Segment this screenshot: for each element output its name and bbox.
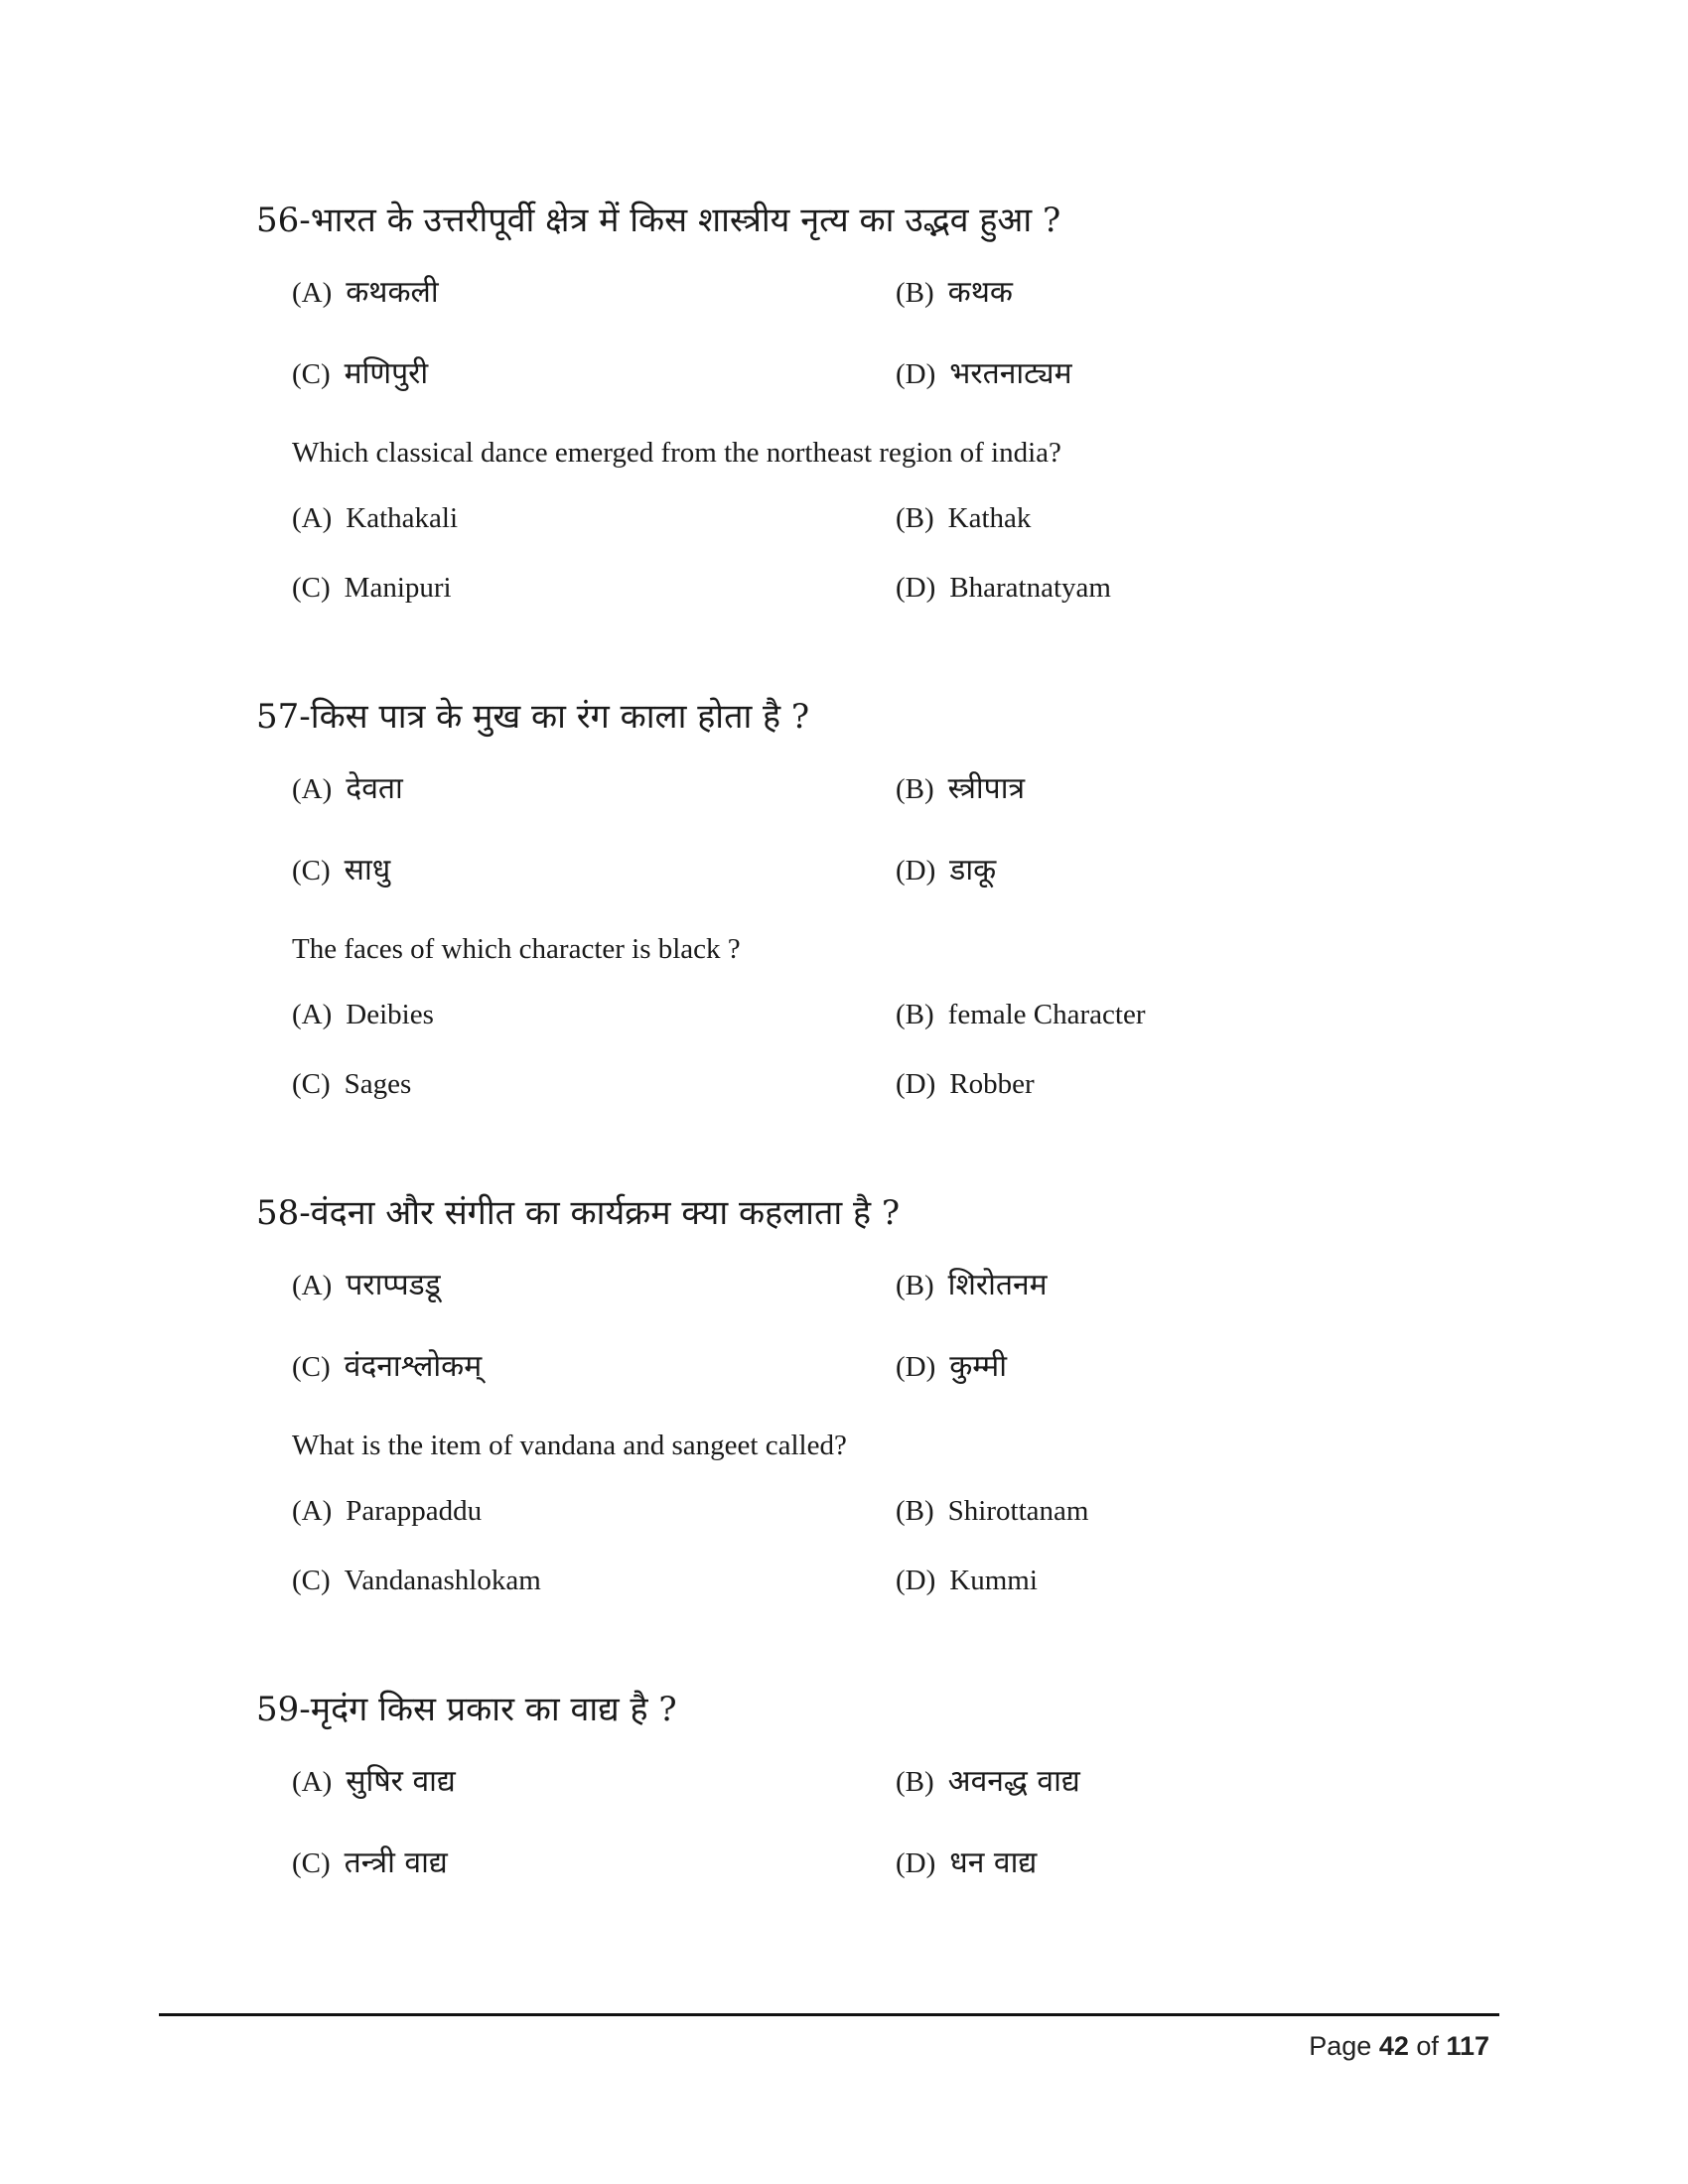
question-text-english: Which classical dance emerged from the northeast region of india?: [292, 437, 1061, 469]
option-row: [256, 270, 1497, 351]
option-row: [256, 351, 1497, 433]
question-number: 57-: [256, 697, 311, 737]
option-c: (C) वंदनाश्लोकम्: [292, 1349, 483, 1384]
option-row: [256, 1263, 1497, 1344]
option-d: (D) भरतनाट्यम: [896, 356, 1072, 391]
option-a: (A) पराप्पडडू: [292, 1268, 441, 1302]
option-c: (C) मणिपुरी: [292, 356, 429, 391]
option-a: (A) Deibies: [292, 999, 434, 1030]
option-c: (C) Vandanashlokam: [292, 1565, 541, 1596]
question-heading: [256, 197, 1497, 244]
option-b: (B) female Character: [896, 999, 1146, 1030]
option-row: [256, 502, 1497, 572]
option-a: (A) सुषिर वाद्य: [292, 1764, 456, 1799]
question-59: [256, 1686, 1497, 1922]
option-row: [256, 1344, 1497, 1426]
question-56: [256, 197, 1497, 641]
question-57: [256, 693, 1497, 1138]
page-number: Page 42 of 117: [1309, 2031, 1489, 2061]
option-row: [256, 572, 1497, 641]
option-b: (B) Kathak: [896, 502, 1032, 534]
option-d: (D) Kummi: [896, 1565, 1038, 1596]
option-a: (A) देवता: [292, 771, 403, 806]
option-c: (C) Sages: [292, 1068, 412, 1100]
option-row: [256, 766, 1497, 848]
option-a: (A) Parappaddu: [292, 1495, 483, 1527]
option-c: (C) साधु: [292, 853, 391, 887]
question-text-english: What is the item of vandana and sangeet called?: [292, 1430, 847, 1461]
option-row: [256, 999, 1497, 1068]
question-number: 56-: [256, 201, 311, 240]
option-c: (C) Manipuri: [292, 572, 452, 604]
question-text-hindi: भारत के उत्तरीपूर्वी क्षेत्र में किस शास्त्रीय नृत्य का उद्भव हुआ ?: [310, 201, 1061, 240]
option-b: (B) स्त्रीपात्र: [896, 771, 1026, 806]
option-c: (C) तन्त्री वाद्य: [292, 1845, 448, 1880]
option-a: (A) Kathakali: [292, 502, 458, 534]
question-58: [256, 1189, 1497, 1634]
question-number: 58-: [256, 1193, 311, 1233]
option-row: [256, 1068, 1497, 1138]
option-row: [256, 1495, 1497, 1565]
question-text-hindi: किस पात्र के मुख का रंग काला होता है ?: [310, 697, 810, 737]
option-d: (D) Bharatnatyam: [896, 572, 1111, 604]
option-d: (D) Robber: [896, 1068, 1035, 1100]
option-row: [256, 1565, 1497, 1634]
option-d: (D) कुम्मी: [896, 1349, 1007, 1384]
question-heading: [256, 693, 1497, 741]
option-a: (A) कथकली: [292, 275, 439, 310]
question-text-hindi: मृदंग किस प्रकार का वाद्य है ?: [310, 1690, 677, 1729]
option-row: [256, 1759, 1497, 1841]
option-b: (B) Shirottanam: [896, 1495, 1089, 1527]
question-text-english: The faces of which character is black ?: [292, 933, 741, 965]
option-row: [256, 1841, 1497, 1922]
question-text-hindi: वंदना और संगीत का कार्यक्रम क्या कहलाता है ?: [310, 1193, 901, 1233]
question-heading: [256, 1189, 1497, 1237]
option-d: (D) धन वाद्य: [896, 1845, 1038, 1880]
option-b: (B) शिरोतनम: [896, 1268, 1048, 1302]
option-d: (D) डाकू: [896, 853, 997, 887]
option-b: (B) अवनद्ध वाद्य: [896, 1764, 1080, 1799]
question-number: 59-: [256, 1690, 311, 1729]
question-heading: [256, 1686, 1497, 1733]
footer-divider: [159, 2013, 1499, 2016]
option-row: [256, 848, 1497, 929]
option-b: (B) कथक: [896, 275, 1013, 310]
